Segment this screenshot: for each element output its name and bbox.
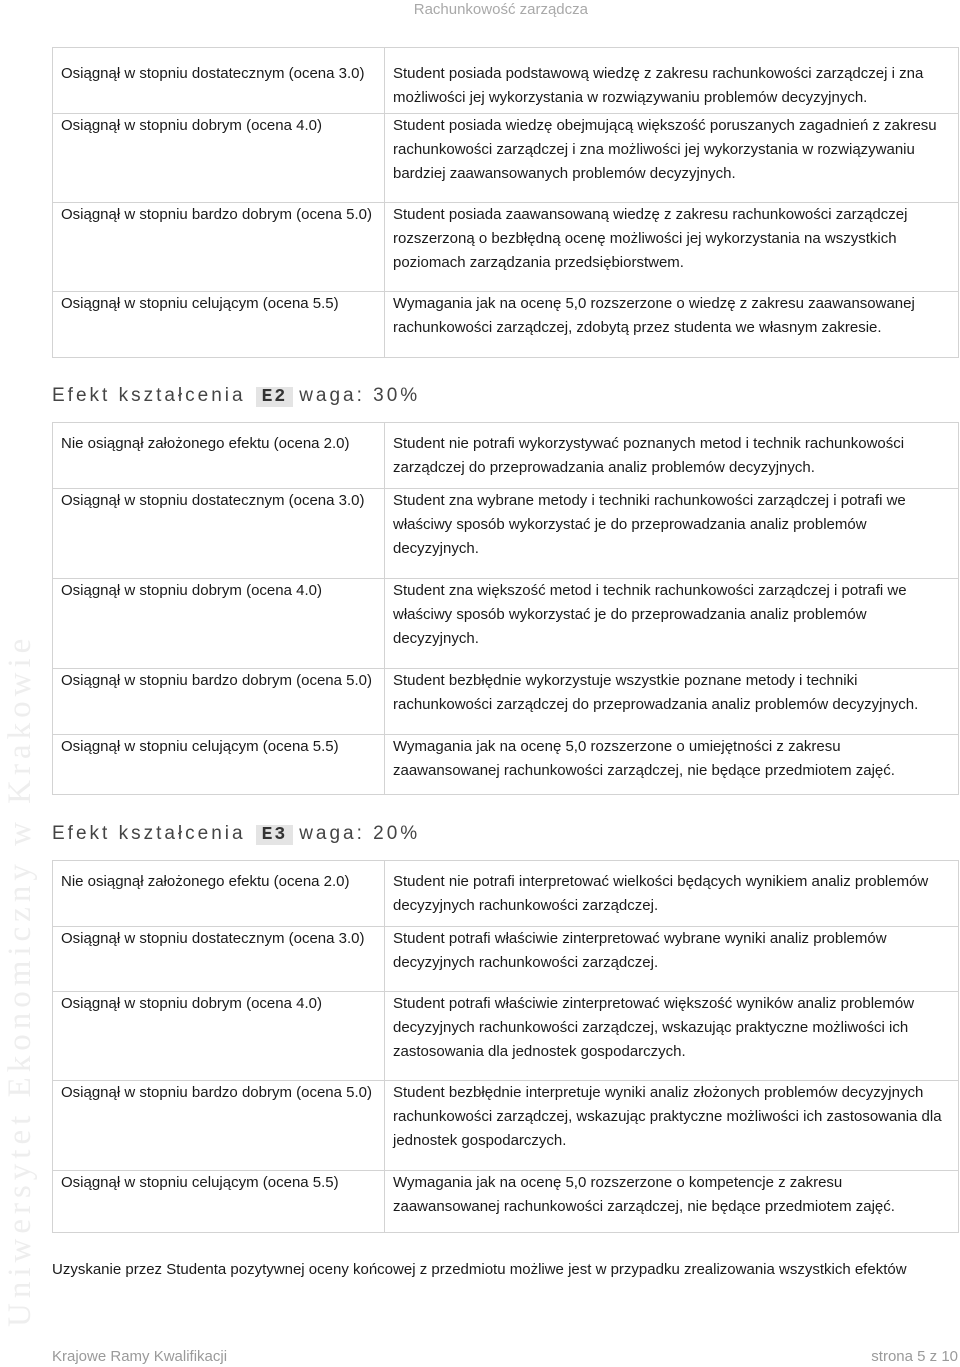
grade-level: Osiągnął w stopniu dobrym (ocena 4.0) <box>53 579 385 669</box>
table-row <box>53 579 959 669</box>
table-row <box>53 292 959 358</box>
table-row <box>53 1081 959 1171</box>
grade-description: Student potrafi właściwie zinterpretować wybrane wyniki analiz problemów decyzyjnych rachunkowości zarządczej. <box>385 927 959 992</box>
table-row <box>53 861 959 927</box>
table-row <box>53 669 959 735</box>
grade-description: Wymagania jak na ocenę 5,0 rozszerzone o kompetencje z zakresu zaawansowanej rachunkowości zarządczej, nie będące przedmiotem zajęć. <box>385 1171 959 1233</box>
grade-level: Osiągnął w stopniu bardzo dobrym (ocena 5.0) <box>53 203 385 292</box>
page-number: strona 5 z 10 <box>871 1348 958 1365</box>
grade-description: Student bezbłędnie interpretuje wyniki analiz złożonych problemów decyzyjnych rachunkowości zarządczej, wskazując praktyczne możliwości ich zastosowania dla jednostek gospodarczych. <box>385 1081 959 1171</box>
grade-description: Student posiada zaawansowaną wiedzę z zakresu rachunkowości zarządczej rozszerzoną o bezbłędną ocenę możliwości jej wykorzystania na wszystkich poziomach zarządzania przedsiębiorstwem. <box>385 203 959 292</box>
grade-description: Wymagania jak na ocenę 5,0 rozszerzone o wiedzę z zakresu zaawansowanej rachunkowości zarządczej, zdobytą przez studenta we własnym zakresie. <box>385 292 959 358</box>
grades-table-e2 <box>52 422 959 795</box>
table-row <box>53 1171 959 1233</box>
table-row <box>53 203 959 292</box>
grade-description: Student bezbłędnie wykorzystuje wszystkie poznane metody i techniki rachunkowości zarządczej do przeprowadzania analiz problemów decyzyjnych. <box>385 669 959 735</box>
university-watermark: Uniwersytet Ekonomiczny w Krakowie <box>2 633 38 1327</box>
final-grade-note: Uzyskanie przez Studenta pozytywnej oceny końcowej z przedmiotu możliwe jest w przypadku zrealizowania wszystkich efektów <box>52 1261 907 1278</box>
grade-level: Nie osiągnął założonego efektu (ocena 2.0) <box>53 423 385 489</box>
effect-weight: waga: 30% <box>299 385 421 406</box>
grade-description: Student zna wybrane metody i techniki rachunkowości zarządczej i potrafi we właściwy sposób wykorzystać je do przeprowadzania analiz problemów decyzyjnych. <box>385 489 959 579</box>
grade-description: Student potrafi właściwie zinterpretować większość wyników analiz problemów decyzyjnych rachunkowości zarządczej, wskazując praktyczne możliwości ich zastosowania dla jednostek gospodarczych. <box>385 992 959 1081</box>
effect-weight: waga: 20% <box>299 823 421 844</box>
grade-description: Student posiada wiedzę obejmującą większość poruszanych zagadnień z zakresu rachunkowości zarządczej i zna możliwości jej wykorzystania w rozwiązywaniu bardziej zaawansowanych problemów decyzyjnych. <box>385 114 959 203</box>
grade-level: Osiągnął w stopniu dobrym (ocena 4.0) <box>53 992 385 1081</box>
grade-level: Osiągnął w stopniu dostatecznym (ocena 3.0) <box>53 927 385 992</box>
grade-description: Student nie potrafi interpretować wielkości będących wynikiem analiz problemów decyzyjnych rachunkowości zarządczej. <box>385 861 959 927</box>
grade-level: Osiągnął w stopniu celującym (ocena 5.5) <box>53 292 385 358</box>
table-row <box>53 927 959 992</box>
effect-heading-e3 <box>52 821 420 847</box>
grade-level: Osiągnął w stopniu dobrym (ocena 4.0) <box>53 114 385 203</box>
grade-description: Student nie potrafi wykorzystywać poznanych metod i technik rachunkowości zarządczej do przeprowadzania analiz problemów decyzyjnych. <box>385 423 959 489</box>
grades-table-e1 <box>52 47 959 358</box>
table-row <box>53 735 959 795</box>
table-row <box>53 48 959 114</box>
grade-level: Nie osiągnął założonego efektu (ocena 2.0) <box>53 861 385 927</box>
effect-code: E2 <box>256 387 294 407</box>
effect-heading-e2 <box>52 383 420 409</box>
grade-level: Osiągnął w stopniu dostatecznym (ocena 3.0) <box>53 489 385 579</box>
grade-description: Student posiada podstawową wiedzę z zakresu rachunkowości zarządczej i zna możliwości jej wykorzystania w rozwiązywaniu problemów decyzyjnych. <box>385 48 959 114</box>
grade-level: Osiągnął w stopniu dostatecznym (ocena 3.0) <box>53 48 385 114</box>
grade-description: Student zna większość metod i technik rachunkowości zarządczej i potrafi we właściwy sposób wykorzystać je do przeprowadzania analiz problemów decyzyjnych. <box>385 579 959 669</box>
effect-label: Efekt kształcenia <box>52 385 246 406</box>
effect-code: E3 <box>256 825 294 845</box>
table-row <box>53 114 959 203</box>
table-row <box>53 423 959 489</box>
grades-table-e3 <box>52 860 959 1233</box>
effect-label: Efekt kształcenia <box>52 823 246 844</box>
grade-level: Osiągnął w stopniu bardzo dobrym (ocena 5.0) <box>53 1081 385 1171</box>
grade-level: Osiągnął w stopniu celującym (ocena 5.5) <box>53 735 385 795</box>
footer-left: Krajowe Ramy Kwalifikacji <box>52 1348 228 1365</box>
running-header: Rachunkowość zarządcza <box>413 1 588 18</box>
table-row <box>53 992 959 1081</box>
table-row <box>53 489 959 579</box>
grade-level: Osiągnął w stopniu celującym (ocena 5.5) <box>53 1171 385 1233</box>
grade-level: Osiągnął w stopniu bardzo dobrym (ocena 5.0) <box>53 669 385 735</box>
grade-description: Wymagania jak na ocenę 5,0 rozszerzone o umiejętności z zakresu zaawansowanej rachunkowości zarządczej, nie będące przedmiotem zajęć. <box>385 735 959 795</box>
